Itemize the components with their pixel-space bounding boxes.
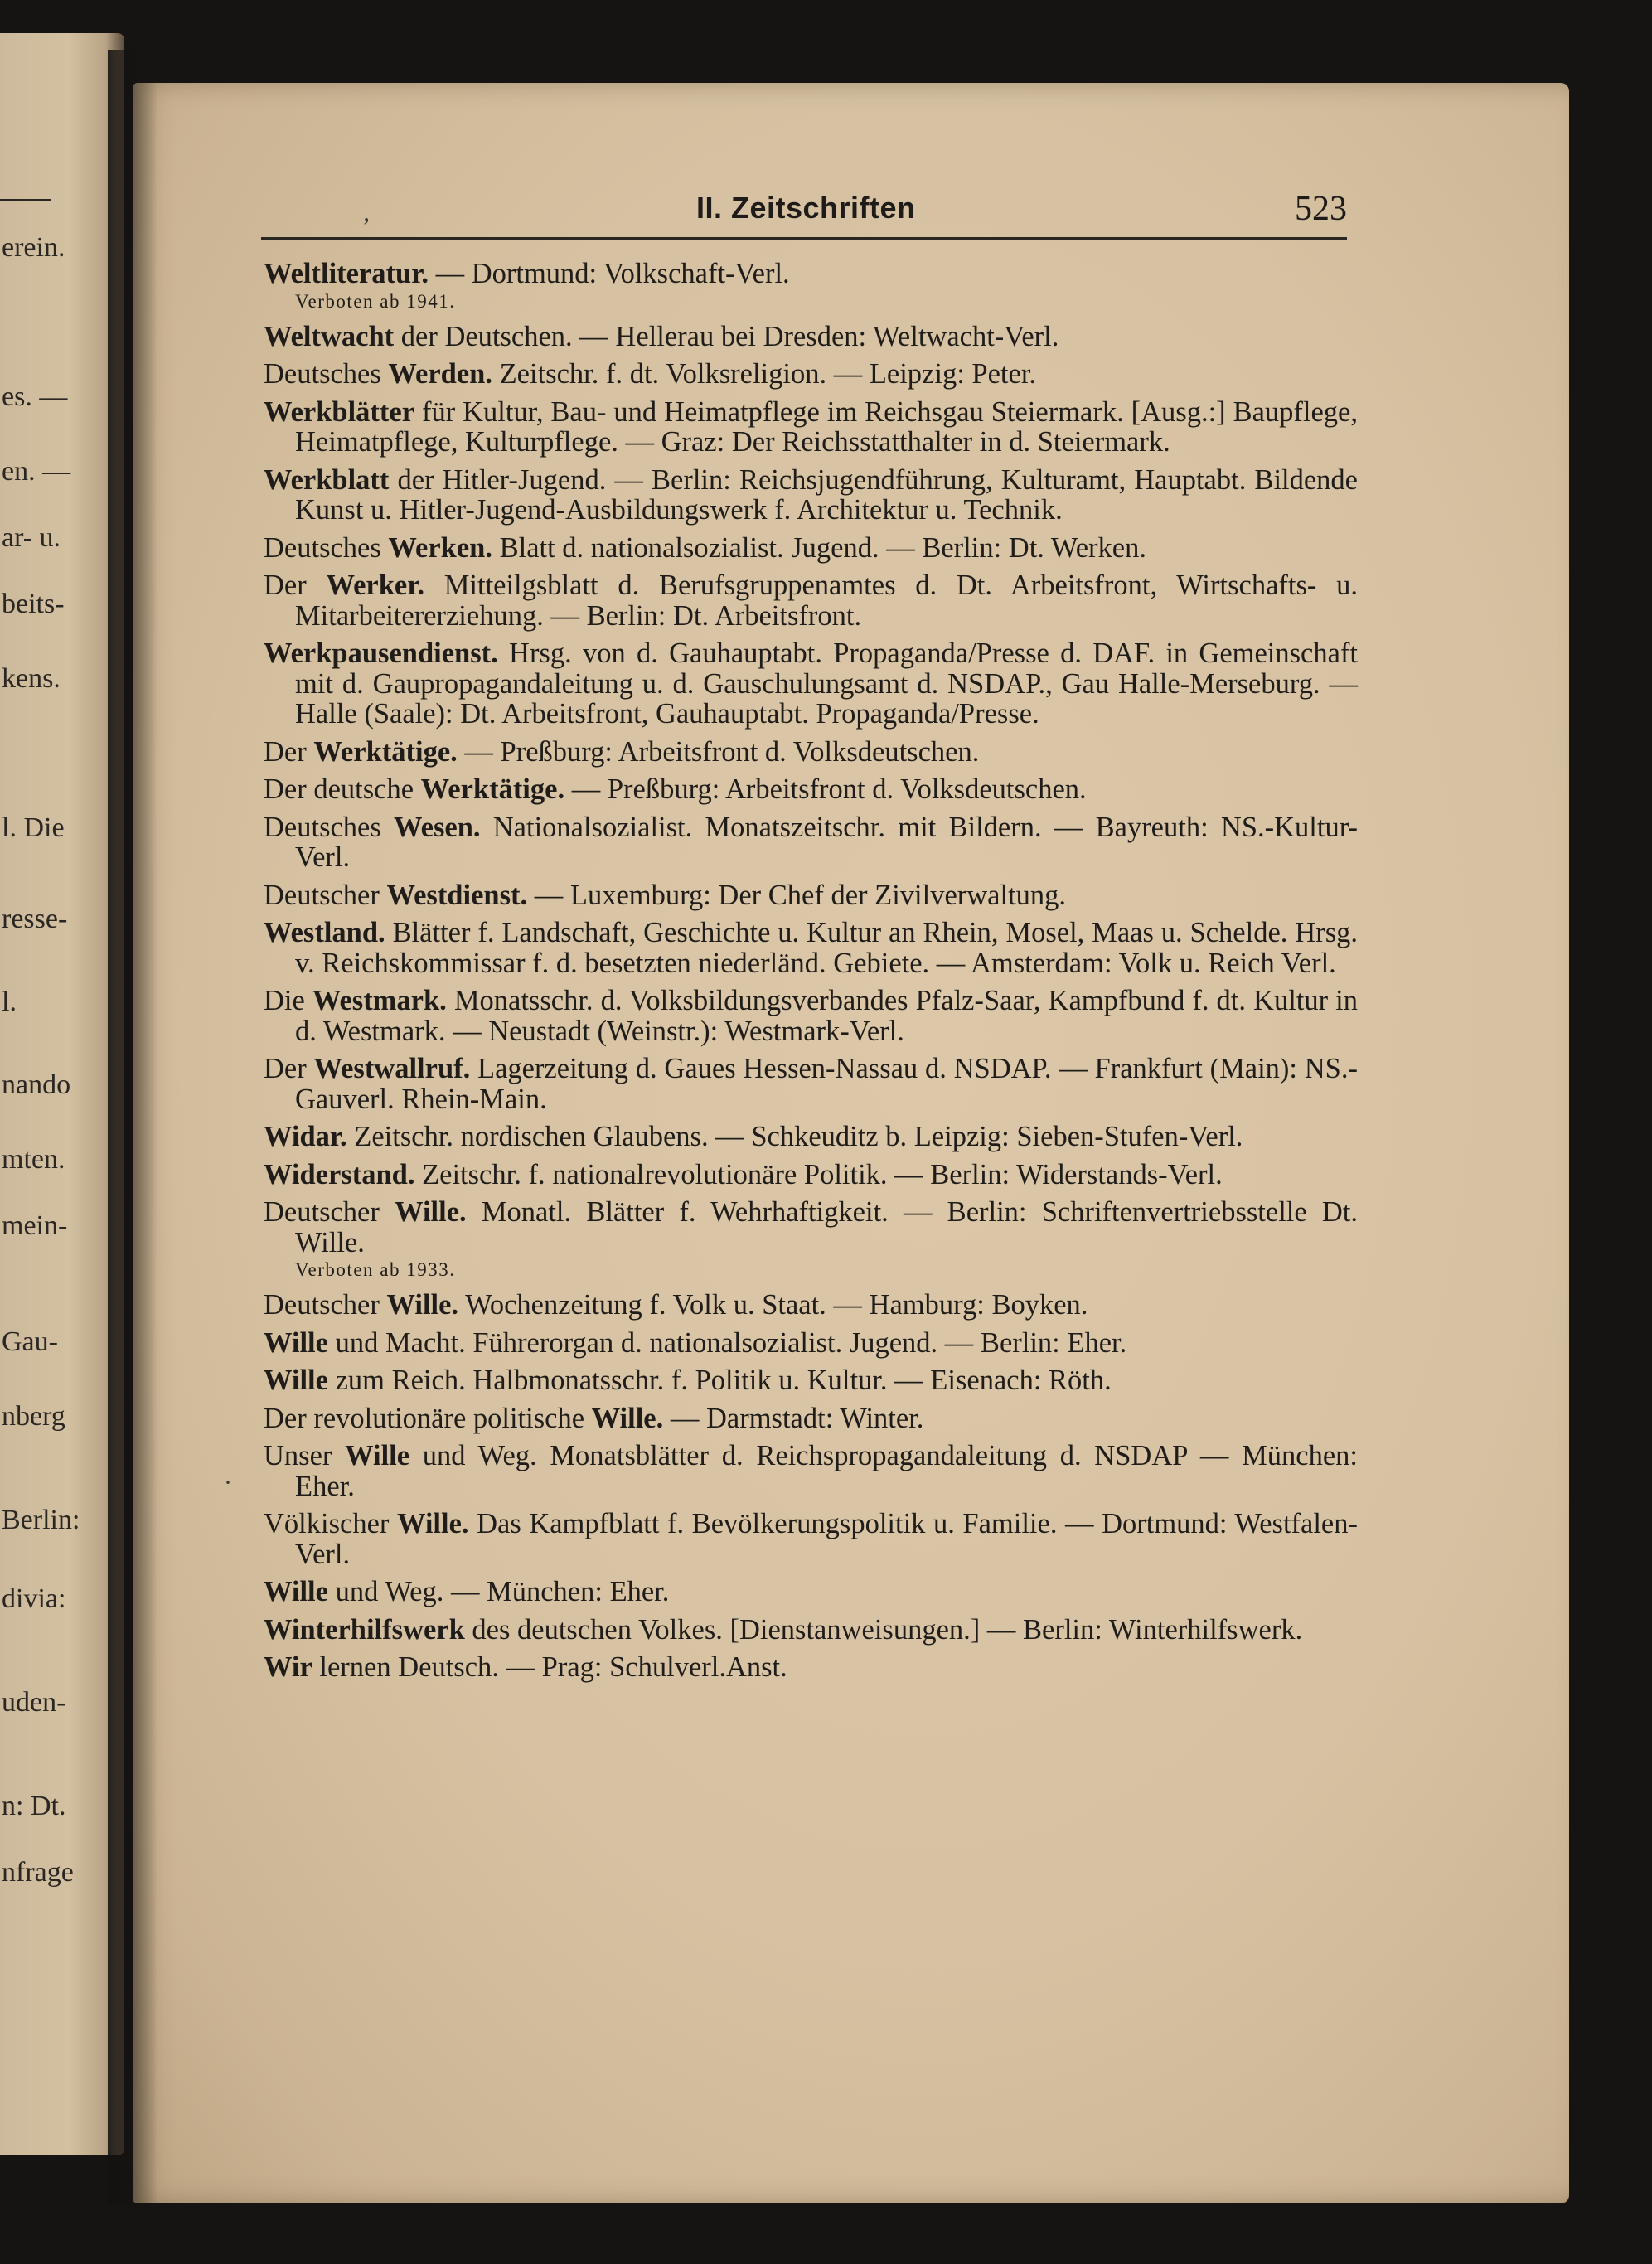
bibliography-entry xyxy=(264,918,1358,978)
entry-text: Monatsschr. d. Volksbildungsverbandes Pfalz-Saar, Kampfbund f. dt. Kultur in d. Westmark. — Neustadt (Weinstr.): Westmark-Verl. xyxy=(295,985,1358,1047)
entry-prefix: Unser xyxy=(264,1440,346,1471)
entry-keyword: Westland. xyxy=(264,917,385,948)
left-page-fragment: nfrage xyxy=(2,1857,74,1888)
entry-prefix: Der deutsche xyxy=(264,773,421,805)
entry-text: der Deutschen. — Hellerau bei Dresden: Weltwacht-Verl. xyxy=(394,320,1059,352)
bibliography-entry xyxy=(264,1197,1358,1258)
entry-text: des deutschen Volkes. [Dienstanweisungen.] — Berlin: Winterhilfswerk. xyxy=(464,1613,1303,1646)
entry-prefix: Deutscher xyxy=(264,1289,387,1321)
entry-keyword: Westmark. xyxy=(312,985,447,1016)
bibliography-list xyxy=(264,259,1358,1690)
bibliography-entry xyxy=(264,1509,1358,1569)
bibliography-entry xyxy=(264,397,1358,458)
bibliography-entry xyxy=(264,1652,1358,1683)
entry-text: — Preßburg: Arbeitsfront d. Volksdeutschen. xyxy=(457,735,980,768)
bibliography-entry xyxy=(264,533,1358,564)
entry-keyword: Werktätige. xyxy=(420,773,565,805)
bibliography-entry xyxy=(264,1328,1358,1359)
entry-keyword: Werkpausendienst. xyxy=(264,638,498,669)
left-page-fragment: kens. xyxy=(2,663,61,694)
left-page-fragment: nando xyxy=(2,1069,71,1100)
bibliography-entry xyxy=(264,359,1358,390)
entry-keyword: Wille xyxy=(264,1326,328,1359)
bibliography-entry xyxy=(264,1290,1358,1321)
left-page-fragment: uden- xyxy=(2,1687,66,1718)
entry-keyword: Wille. xyxy=(396,1508,469,1539)
entry-keyword: Werken. xyxy=(388,531,492,564)
entry-text: Das Kampfblatt f. Bevölkerungspolitik u. Familie. — Dortmund: Westfalen-Verl. xyxy=(295,1508,1358,1570)
entry-text: Blätter f. Landschaft, Geschichte u. Kultur an Rhein, Mosel, Maas u. Schelde. Hrsg. v. Reichskommissar f. d. besetzten niederländ. Gebiete. — Amsterdam: Volk u. Reich Verl. xyxy=(295,917,1358,979)
bibliography-entry xyxy=(264,812,1358,873)
entry-keyword: Wille xyxy=(264,1576,328,1607)
page-title: II. Zeitschriften xyxy=(696,191,916,225)
entry-prefix: Deutsches xyxy=(264,358,389,390)
entry-text: Zeitschr. f. nationalrevolutionäre Politik. — Berlin: Widerstands-Verl. xyxy=(414,1158,1223,1190)
entry-keyword: Wille. xyxy=(591,1402,664,1434)
bibliography-entry xyxy=(264,1577,1358,1607)
entry-keyword: Widar. xyxy=(264,1121,347,1152)
left-page-fragment: Berlin: xyxy=(2,1505,80,1535)
entry-note: Verboten ab 1941. xyxy=(295,290,456,312)
entry-text: — Darmstadt: Winter. xyxy=(663,1402,924,1434)
left-page-rule xyxy=(0,199,51,201)
entry-text: — Luxemburg: Der Chef der Zivilverwaltung. xyxy=(527,879,1067,911)
entry-keyword: Wille xyxy=(264,1365,328,1396)
page-number: 523 xyxy=(1295,190,1347,228)
entry-keyword: Werker. xyxy=(326,570,424,601)
entry-note: Verboten ab 1933. xyxy=(295,1259,456,1280)
entry-keyword: Winterhilfswerk xyxy=(264,1613,465,1646)
bibliography-entry xyxy=(264,638,1358,730)
bibliography-entry xyxy=(264,1160,1358,1190)
entry-text: und Weg. — München: Eher. xyxy=(327,1576,670,1607)
entry-prefix: Deutscher xyxy=(264,1196,395,1228)
header-rule xyxy=(261,237,1347,240)
entry-keyword: Werkblätter xyxy=(264,395,415,428)
left-page-fragment: es. — xyxy=(2,381,68,412)
left-page-fragment: mein- xyxy=(2,1210,68,1241)
entry-keyword: Werkblatt xyxy=(264,463,390,496)
left-page-fragment: nberg xyxy=(2,1401,65,1432)
entry-prefix: Deutsches xyxy=(264,531,389,564)
entry-keyword: Westdienst. xyxy=(386,879,528,911)
left-page-fragment: n: Dt. xyxy=(2,1791,66,1821)
pencil-mark: ‚ xyxy=(362,199,371,226)
entry-prefix: Deutscher xyxy=(264,879,387,911)
entry-prefix: Völkischer xyxy=(264,1508,397,1539)
bibliography-entry xyxy=(264,1441,1358,1501)
bibliography-entry xyxy=(264,880,1358,911)
bibliography-entry xyxy=(264,986,1358,1046)
entry-prefix: Der revolutionäre politische xyxy=(264,1402,592,1434)
left-facing-page xyxy=(0,33,124,2155)
entry-keyword: Widerstand. xyxy=(264,1158,415,1190)
left-page-fragment: resse- xyxy=(2,904,68,934)
entry-keyword: Wille. xyxy=(395,1196,467,1228)
entry-text: Zeitschr. f. dt. Volksreligion. — Leipzig: Peter. xyxy=(492,358,1037,390)
bibliography-entry xyxy=(264,774,1358,805)
entry-text: Nationalsozialist. Monatszeitschr. mit Bildern. — Bayreuth: NS.-Kultur-Verl. xyxy=(295,811,1358,873)
entry-text: — Dortmund: Volkschaft-Verl. xyxy=(428,258,790,289)
entry-keyword: Wille. xyxy=(386,1289,459,1321)
entry-prefix: Der xyxy=(264,570,327,601)
entry-text: lernen Deutsch. — Prag: Schulverl.Anst. xyxy=(312,1651,787,1683)
bibliography-entry xyxy=(264,1054,1358,1114)
entry-keyword: Wesen. xyxy=(394,811,481,843)
bibliography-entry xyxy=(264,570,1358,631)
bibliography-entry xyxy=(264,1365,1358,1396)
entry-keyword: Weltliteratur. xyxy=(264,258,429,289)
left-page-fragment: mten. xyxy=(2,1144,65,1175)
left-page-fragment: l. xyxy=(2,987,17,1017)
entry-keyword: Weltwacht xyxy=(264,320,395,352)
entry-keyword: Wir xyxy=(264,1651,312,1683)
entry-prefix: Der xyxy=(264,735,314,768)
entry-keyword: Wille xyxy=(345,1440,410,1471)
left-page-fragment: erein. xyxy=(2,232,65,263)
entry-text: für Kultur, Bau- und Heimatpflege im Reichsgau Steiermark. [Ausg.:] Baupflege, Heimatpflege, Kulturpflege. — Graz: Der Reichsstatthalter in d. Steiermark. xyxy=(295,395,1358,458)
bibliography-entry xyxy=(264,737,1358,768)
entry-text: Mitteilgsblatt d. Berufsgruppenamtes d. Dt. Arbeitsfront, Wirtschafts- u. Mitarbeitererziehung. — Berlin: Dt. Arbeitsfront. xyxy=(295,570,1358,632)
margin-mark: · xyxy=(224,1469,232,1496)
entry-text: Hrsg. von d. Gauhauptabt. Propaganda/Presse d. DAF. in Gemeinschaft mit d. Gaupropagandaleitung u. d. Gauschulungsamt d. NSDAP., Gau Halle-Merseburg. — Halle (Saale): Dt. Arbeitsfront, Gauhauptabt. Propaganda/Presse. xyxy=(295,638,1358,730)
entry-text: Wochenzeitung f. Volk u. Staat. — Hamburg: Boyken. xyxy=(458,1289,1088,1321)
entry-text: der Hitler-Jugend. — Berlin: Reichsjugendführung, Kulturamt, Hauptabt. Bildende Kunst u. Hitler-Jugend-Ausbildungswerk f. Architektur u. Technik. xyxy=(295,463,1358,526)
entry-prefix: Deutsches xyxy=(264,811,395,843)
running-header xyxy=(261,191,1347,237)
bibliography-entry xyxy=(264,259,1358,289)
entry-text: zum Reich. Halbmonatsschr. f. Politik u. Kultur. — Eisenach: Röth. xyxy=(327,1365,1112,1396)
left-page-fragment: Gau- xyxy=(2,1326,58,1357)
entry-text: und Macht. Führerorgan d. nationalsozialist. Jugend. — Berlin: Eher. xyxy=(327,1326,1127,1359)
book-gutter-shadow xyxy=(108,50,157,2205)
bibliography-entry xyxy=(264,465,1358,526)
left-page-fragment: divia: xyxy=(2,1583,66,1614)
entry-keyword: Werktätige. xyxy=(313,735,458,768)
entry-text: — Preßburg: Arbeitsfront d. Volksdeutschen. xyxy=(564,773,1087,805)
bibliography-entry xyxy=(264,1403,1358,1434)
entry-keyword: Werden. xyxy=(388,358,492,390)
bibliography-entry xyxy=(264,322,1358,352)
entry-text: und Weg. Monatsblätter d. Reichspropagandaleitung d. NSDAP — München: Eher. xyxy=(295,1440,1358,1502)
entry-text: Zeitschr. nordischen Glaubens. — Schkeuditz b. Leipzig: Sieben-Stufen-Verl. xyxy=(346,1121,1243,1152)
entry-prefix: Der xyxy=(264,1053,314,1084)
entry-text: Blatt d. nationalsozialist. Jugend. — Berlin: Dt. Werken. xyxy=(492,531,1146,564)
left-page-fragment: en. — xyxy=(2,456,71,487)
entry-keyword: Westwallruf. xyxy=(313,1053,471,1084)
left-page-fragment: l. Die xyxy=(2,812,65,843)
entry-text: Lagerzeitung d. Gaues Hessen-Nassau d. NSDAP. — Frankfurt (Main): NS.-Gauverl. Rhein-Main. xyxy=(295,1053,1358,1115)
left-page-fragment: ar- u. xyxy=(2,522,61,553)
entry-prefix: Die xyxy=(264,985,312,1016)
left-page-fragment: beits- xyxy=(2,589,65,619)
bibliography-entry xyxy=(264,1122,1358,1152)
entry-text: Monatl. Blätter f. Wehrhaftigkeit. — Berlin: Schriftenvertriebsstelle Dt. Wille. xyxy=(295,1196,1358,1258)
bibliography-entry xyxy=(264,1615,1358,1646)
